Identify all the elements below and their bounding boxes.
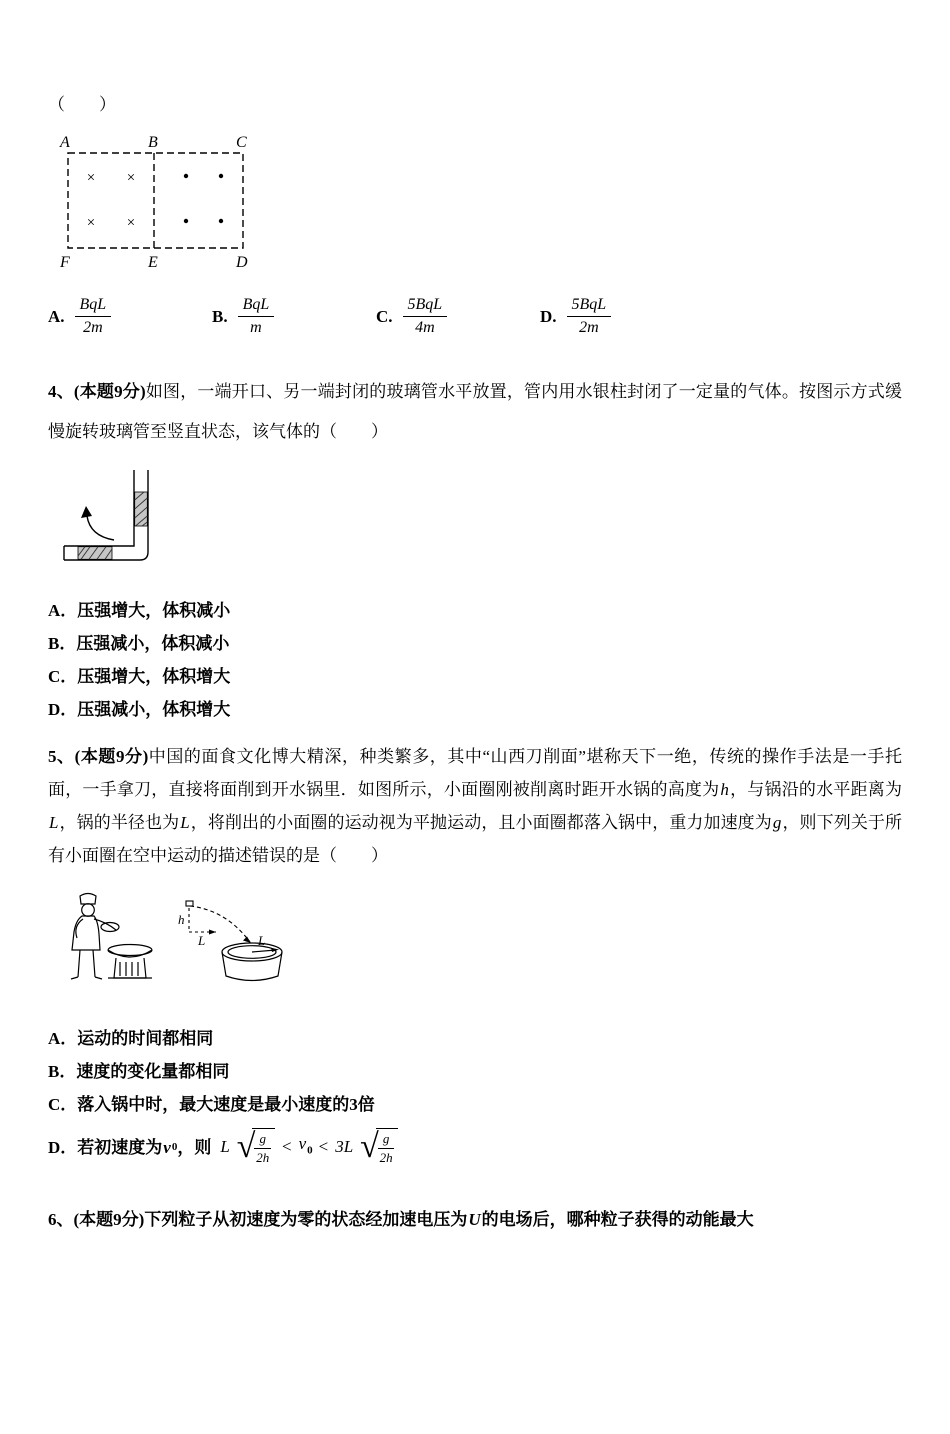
q5-stem-text: ，锅的半径也为 [59, 813, 180, 832]
option-label: C． [48, 1095, 78, 1114]
radical-sign: √ [236, 1127, 256, 1165]
dot-icon [184, 174, 188, 178]
q4-options [48, 594, 902, 726]
q5-option-d [48, 1121, 902, 1173]
chef-figure [71, 894, 119, 980]
q3-option-c [376, 295, 540, 338]
q4-option-a [48, 594, 902, 627]
q5-number: 5、(本题9分) [48, 747, 149, 766]
label-L-radius: L [258, 933, 266, 948]
label-L-distance: L [198, 933, 206, 948]
numerator: g [254, 1131, 271, 1149]
radicand [376, 1128, 399, 1167]
denominator: 2m [83, 319, 103, 336]
option-label: A. [48, 306, 65, 326]
var-g: g [772, 813, 782, 832]
corner-label-e: E [148, 254, 158, 271]
option-text: 若初速度为 [77, 1137, 163, 1157]
numerator: BqL [238, 295, 275, 317]
option-text: 运动的时间都相同 [77, 1029, 214, 1048]
q4-stem-text: 如图，一端开口、另一端封闭的玻璃管水平放置，管内用水银柱封闭了一定量的气体。按图示方式缓慢旋转玻璃管至竖直状态，该气体的（ ） [48, 382, 902, 441]
numerator: BqL [75, 295, 112, 317]
var-v-sub: 0 [171, 1140, 178, 1153]
q4-option-c [48, 660, 902, 693]
option-text: 压强增大，体积增大 [77, 667, 231, 686]
dot-icon [219, 219, 223, 223]
coefficient: L [220, 1137, 230, 1157]
chef-noodle-pot-diagram [50, 888, 300, 996]
option-text: 速度的变化量都相同 [76, 1062, 230, 1081]
magnetic-field-diagram [50, 125, 300, 275]
q4-option-d [48, 693, 902, 726]
option-text: 落入锅中时，最大速度是最小速度的3倍 [77, 1095, 375, 1114]
fraction [75, 295, 112, 338]
cross-icon: × [86, 215, 96, 231]
var-v: v [163, 1137, 171, 1157]
radicand [252, 1128, 275, 1167]
cross-icon: × [126, 170, 136, 186]
dot-icon [219, 174, 223, 178]
mercury-column-vertical [135, 492, 148, 526]
q6-stem [48, 1203, 902, 1236]
sqrt-icon [237, 1128, 275, 1167]
corner-label-f: F [60, 254, 70, 271]
q4-option-b [48, 627, 902, 660]
field-boundary [68, 153, 243, 248]
q5-stem-text: 中国的面食文化博大精深，种类繁多，其中“山西刀削面”堪称天下一绝，传统的操作手法是一手托面，一手拿刀，直接将面削到开水锅里．如图所示，小面圈刚被削离时距开水锅的高度为 [48, 747, 902, 799]
radical-sign: √ [360, 1127, 379, 1165]
trajectory [186, 901, 251, 943]
q5-options [48, 1022, 902, 1173]
fraction [254, 1131, 271, 1167]
option-text: ，则 [177, 1137, 212, 1157]
q5-stem [48, 740, 902, 872]
numerator: 5BqL [403, 295, 448, 317]
fraction [378, 1131, 395, 1167]
option-label: D. [540, 306, 557, 326]
q4-number: 4、(本题9分) [48, 382, 146, 401]
var-U: U [468, 1210, 481, 1229]
q3-answer-blank: （ ） [48, 95, 116, 114]
q5-option-c [48, 1088, 902, 1121]
exam-page [0, 90, 950, 1434]
denominator: 2h [379, 1149, 393, 1165]
denominator: 4m [415, 319, 435, 336]
fraction [567, 295, 612, 338]
denominator: 2h [256, 1149, 270, 1165]
denominator: 2m [579, 319, 599, 336]
option-label: B. [212, 306, 228, 326]
q5-option-b [48, 1055, 902, 1088]
option-label: D． [48, 1137, 78, 1157]
option-label: C. [376, 306, 393, 326]
numerator: 5BqL [567, 295, 612, 317]
fraction [238, 295, 275, 338]
q5-option-a [48, 1022, 902, 1055]
cross-icon: × [86, 170, 96, 186]
into-page-crosses [87, 170, 135, 231]
q3-option-b [212, 295, 376, 338]
q5-stem-text: ，则下列关于所有小面圈在空中运动的描述错误的是（ ） [48, 813, 903, 865]
option-label: B． [48, 634, 77, 653]
option-label: D． [48, 700, 78, 719]
q3-option-a [48, 295, 212, 338]
corner-label-c: C [236, 134, 247, 151]
option-label: A． [48, 601, 78, 620]
corner-label-b: B [148, 134, 158, 151]
q6-stem-text: 下列粒子从初速度为零的状态经加速电压为 [144, 1210, 468, 1229]
option-label: B． [48, 1062, 77, 1081]
option-text: 压强减小，体积减小 [76, 634, 230, 653]
numerator: g [378, 1131, 395, 1149]
less-than: < [318, 1137, 329, 1157]
corner-label-a: A [60, 134, 70, 151]
q4-stem [48, 372, 902, 452]
dot-icon [184, 219, 188, 223]
out-of-page-dots [184, 174, 223, 223]
q6-number: 6、(本题9分) [48, 1210, 145, 1229]
rotation-arrow-icon [81, 506, 114, 540]
q3-option-d [540, 295, 704, 338]
var-L: L [49, 813, 59, 832]
q3-options-row [48, 295, 902, 338]
pot [222, 943, 282, 981]
corner-label-d: D [236, 254, 248, 271]
less-than: < [281, 1137, 292, 1157]
cross-icon: × [126, 215, 136, 231]
option-text: 压强增大，体积减小 [77, 601, 231, 620]
q6-stem-text: 的电场后，哪种粒子获得的动能最大 [481, 1210, 754, 1229]
mercury-column-horizontal [78, 547, 112, 560]
denominator: m [250, 319, 262, 336]
coefficient: 3L [335, 1137, 354, 1157]
stove-wok [108, 945, 152, 979]
var-v0: $v_0$ [298, 1133, 313, 1157]
q5-stem-text: ，将削出的小面圈的运动视为平抛运动，且小面圈都落入锅中，重力加速度为 [190, 813, 772, 832]
q5-stem-text: ，与锅沿的水平距离为 [729, 780, 903, 799]
option-label: C． [48, 667, 78, 686]
label-h: h [178, 912, 185, 927]
q5-option-d-formula [219, 1127, 399, 1167]
var-L: L [180, 813, 190, 832]
fraction [403, 295, 448, 338]
sqrt-icon [360, 1128, 398, 1167]
var-h: h [720, 780, 729, 799]
glass-tube-diagram [50, 460, 190, 580]
option-text: 压强减小，体积增大 [77, 700, 231, 719]
option-label: A． [48, 1029, 78, 1048]
